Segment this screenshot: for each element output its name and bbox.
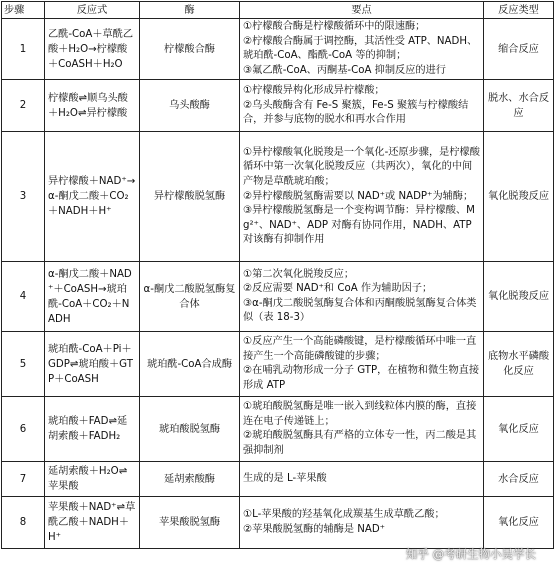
reaction-type: 氧化脱羧反应: [484, 132, 554, 262]
enzyme-name: 柠檬酸合酶: [140, 19, 240, 80]
key-point: ③α-酮戊二酸脱氢酶复合体和丙酮酸脱氢酶复合体类似（表 18-3）: [243, 297, 477, 324]
reaction-formula: 延胡索酸＋H₂O⇌苹果酸: [45, 462, 140, 497]
reaction-type: 氧化脱羧反应: [484, 262, 554, 332]
reaction-formula: 琥珀酰-CoA＋Pi＋GDP⇌琥珀酸＋GTP＋CoASH: [45, 332, 140, 397]
reaction-type: 氧化反应: [484, 497, 554, 549]
reaction-type: 水合反应: [484, 462, 554, 497]
key-point: ③异柠檬酸脱氢酶是一个变构调节酶：异柠檬酸、Mg²⁺、NAD⁺、ADP 对酶有协同作用，NADH、ATP 对该酶有抑制作用: [243, 205, 475, 246]
key-points: [240, 19, 484, 80]
reaction-formula: 琥珀酸＋FAD⇌延胡索酸＋FADH₂: [45, 397, 140, 462]
key-point: ②琥珀酸脱氢酶具有严格的立体专一性，丙二酸是其强抑制剂: [243, 430, 477, 456]
step-number: 4: [2, 262, 45, 332]
step-number: 7: [2, 462, 45, 497]
key-point: ③氟乙酰-CoA、丙酮基-CoA 抑制反应的进行: [243, 64, 446, 76]
table-row: [2, 332, 554, 397]
reaction-formula: 异柠檬酸＋NAD⁺→α-酮戊二酸＋CO₂＋NADH＋H⁺: [45, 132, 140, 262]
reaction-formula: 乙酰-CoA＋草酰乙酸＋H₂O→柠檬酸＋CoASH＋H₂O: [45, 19, 140, 80]
table-row: [2, 80, 554, 132]
key-points: [240, 497, 484, 549]
enzyme-name: 延胡索酸酶: [140, 462, 240, 497]
key-point: ②乌头酸酶含有 Fe-S 聚簇，Fe-S 聚簇与柠檬酸结合，并参与底物的脱水和再水合作用: [243, 99, 469, 126]
table-row: [2, 132, 554, 262]
key-point: ②柠檬酸合酶属于调控酶，其活性受 ATP、NADH、琥珀酰-CoA、酯酰-CoA 等的抑制；: [243, 35, 478, 62]
key-point: ①L-苹果酸的羟基氧化成羰基生成草酰乙酸；: [243, 509, 445, 521]
key-points: [240, 80, 484, 132]
key-point: ①异柠檬酸氧化脱羧是一个氧化-还原步骤，是柠檬酸循环中第一次氧化脱羧反应（共两次），氧化的中间产物是草酰琥珀酸；: [243, 146, 480, 187]
table-row: [2, 397, 554, 462]
enzyme-name: 异柠檬酸脱氢酶: [140, 132, 240, 262]
reaction-type: 底物水平磷酸化反应: [484, 332, 554, 397]
tca-cycle-table: [1, 1, 554, 549]
key-points: [240, 332, 484, 397]
enzyme-name: 苹果酸脱氢酶: [140, 497, 240, 549]
enzyme-name: 乌头酸酶: [140, 80, 240, 132]
table-row: [2, 497, 554, 549]
key-point: ②在哺乳动物形成一分子 GTP，在植物和微生物直接形成 ATP: [243, 365, 480, 391]
key-point: 生成的是 L-苹果酸: [243, 473, 327, 485]
key-point: ②苹果酸脱氢酶的辅酶是 NAD⁺: [243, 523, 386, 535]
header-type: 反应类型: [484, 2, 554, 19]
header-enzyme: 酶: [140, 2, 240, 19]
key-points: [240, 132, 484, 262]
header-formula: 反应式: [45, 2, 140, 19]
key-point: ①第二次氧化脱羧反应；: [243, 268, 355, 280]
step-number: 2: [2, 80, 45, 132]
table-row: [2, 462, 554, 497]
reaction-type: 脱水、水合反应: [484, 80, 554, 132]
watermark: 知乎 @考研生物小吴学长: [405, 547, 536, 561]
enzyme-name: 琥珀酰-CoA合成酶: [140, 332, 240, 397]
enzyme-name: 琥珀酸脱氢酶: [140, 397, 240, 462]
key-points: [240, 262, 484, 332]
reaction-formula: α-酮戊二酸＋NAD⁺＋CoASH→琥珀酰-CoA＋CO₂＋NADH: [45, 262, 140, 332]
step-number: 3: [2, 132, 45, 262]
key-point: ①反应产生一个高能磷酸键，是柠檬酸循环中唯一直接产生一个高能磷酸键的步骤；: [243, 336, 477, 362]
step-number: 1: [2, 19, 45, 80]
step-number: 6: [2, 397, 45, 462]
reaction-formula: 柠檬酸⇌顺乌头酸＋H₂O⇌异柠檬酸: [45, 80, 140, 132]
step-number: 5: [2, 332, 45, 397]
header-step: 步骤: [2, 2, 45, 19]
enzyme-name: α-酮戊二酸脱氢酶复合体: [140, 262, 240, 332]
step-number: 8: [2, 497, 45, 549]
key-points: [240, 462, 484, 497]
header-row: [2, 2, 554, 19]
reaction-type: 氧化反应: [484, 397, 554, 462]
reaction-formula: 苹果酸＋NAD⁺⇌草酰乙酸＋NADH＋H⁺: [45, 497, 140, 549]
table-row: [2, 19, 554, 80]
reaction-type: 缩合反应: [484, 19, 554, 80]
key-points: [240, 397, 484, 462]
table-row: [2, 262, 554, 332]
key-point: ②反应需要 NAD⁺和 CoA 作为辅助因子；: [243, 283, 433, 295]
key-point: ①琥珀酸脱氢酶是唯一嵌入到线粒体内膜的酶，直接连在电子传递链上；: [243, 401, 477, 427]
key-point: ②异柠檬酸脱氢酶需要以 NAD⁺或 NADP⁺为辅酶；: [243, 190, 474, 202]
key-point: ①柠檬酸异构化形成异柠檬酸；: [243, 84, 385, 96]
header-points: 要点: [240, 2, 484, 19]
key-point: ①柠檬酸合酶是柠檬酸循环中的限速酶；: [243, 21, 426, 32]
